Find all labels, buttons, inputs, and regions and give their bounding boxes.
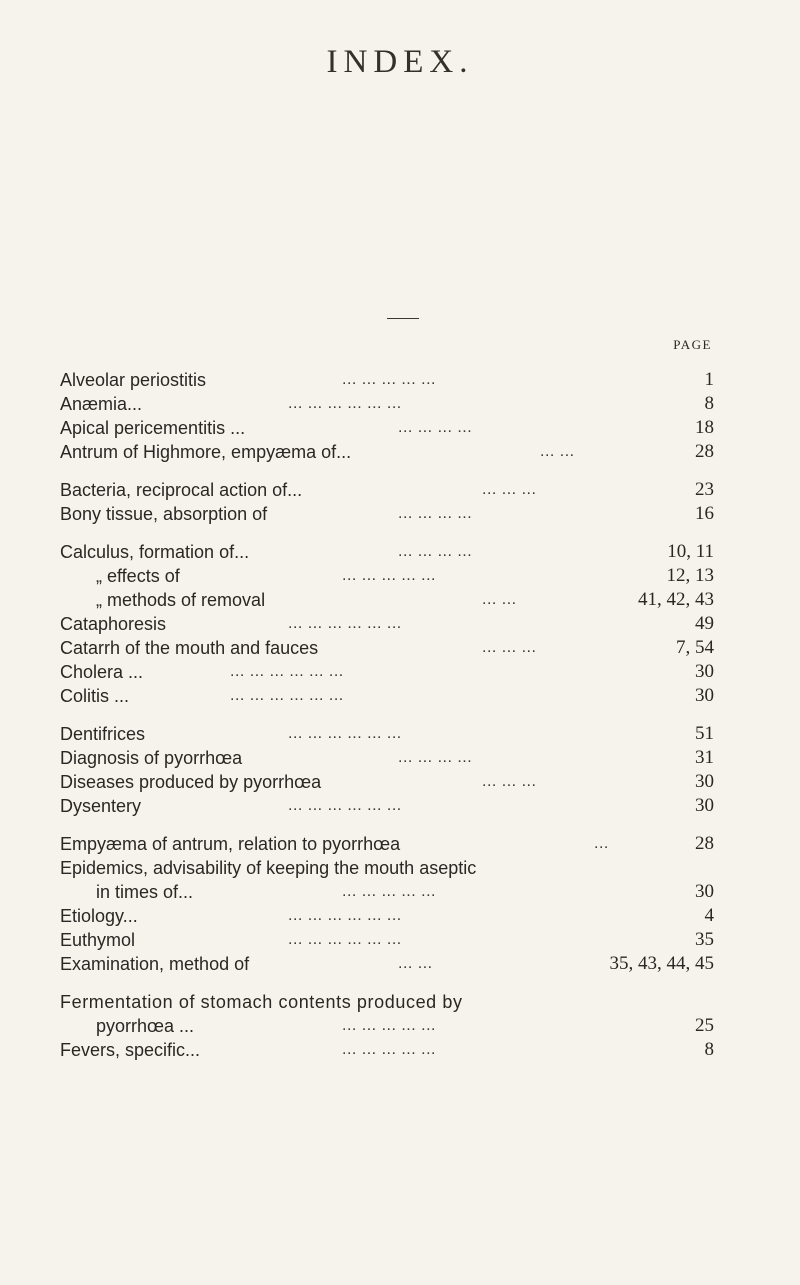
index-entry [0, 770, 800, 794]
entry-label: Dentifrices [60, 724, 146, 744]
index-entry [0, 660, 800, 684]
entry-pages: 30 [695, 771, 714, 792]
index-entry [0, 1014, 800, 1038]
entry-pages: 8 [704, 1039, 714, 1060]
entry-label: „ effects of [96, 566, 180, 586]
entry-pages: 8 [704, 393, 714, 414]
leader-dots: ... ... ... ... ... [342, 1017, 436, 1034]
leader-dots: ... ... ... ... ... ... [288, 797, 402, 814]
entry-label: Diseases produced by pyorrhœa [60, 772, 322, 792]
leader-dots: ... ... ... [482, 481, 537, 498]
entry-pages: 28 [695, 833, 714, 854]
entry-label: Catarrh of the mouth and fauces [60, 638, 319, 658]
entry-pages: 35, 43, 44, 45 [609, 953, 714, 974]
index-entry [0, 880, 800, 904]
index-entry [0, 392, 800, 416]
entry-pages: 28 [695, 441, 714, 462]
title-rule [387, 318, 419, 319]
leader-dots: ... ... ... ... [398, 543, 473, 560]
leader-dots: ... ... ... ... ... [342, 1041, 436, 1058]
index-entry [0, 636, 800, 660]
leader-dots: ... ... ... ... [398, 419, 473, 436]
entry-pages: 16 [695, 503, 714, 524]
page-column-header: PAGE [673, 337, 712, 352]
leader-dots: ... ... ... ... ... [342, 371, 436, 388]
leader-dots: ... ... ... [482, 773, 537, 790]
index-entry [0, 502, 800, 526]
index-entry [0, 1038, 800, 1062]
entry-label: Apical pericementitis ... [60, 418, 246, 438]
leader-dots: ... ... [398, 955, 433, 972]
entry-pages: 30 [695, 661, 714, 682]
entry-label: Diagnosis of pyorrhœa [60, 748, 243, 768]
entry-label: Calculus, formation of... [60, 542, 250, 562]
leader-dots: ... ... ... [482, 639, 537, 656]
entry-pages: 1 [704, 369, 714, 390]
entry-label: Etiology... [60, 906, 138, 926]
entry-label: Fevers, specific... [60, 1040, 201, 1060]
index-entry [0, 540, 800, 564]
entry-label: Empyæma of antrum, relation to pyorrhœa [60, 834, 401, 854]
entry-label: Euthymol [60, 930, 136, 950]
entry-label: Dysentery [60, 796, 142, 816]
index-entry [0, 588, 800, 612]
leader-dots: ... [594, 835, 609, 852]
leader-dots: ... ... ... ... ... ... [288, 725, 402, 742]
entry-label: „ methods of removal [96, 590, 266, 610]
index-entry [0, 856, 800, 880]
entry-label: Cholera ... [60, 662, 144, 682]
entry-label: Fermentation of stomach contents produced by [60, 992, 463, 1012]
leader-dots: ... ... [482, 591, 517, 608]
entry-pages: 12, 13 [666, 565, 714, 586]
index-entry [0, 368, 800, 392]
leader-dots: ... ... ... ... ... [342, 883, 436, 900]
leader-dots: ... ... ... ... ... [342, 567, 436, 584]
entry-pages: 41, 42, 43 [638, 589, 714, 610]
entry-label: Colitis ... [60, 686, 130, 706]
leader-dots: ... ... ... ... [398, 749, 473, 766]
leader-dots: ... ... ... ... [398, 505, 473, 522]
leader-dots: ... ... ... ... ... ... [288, 615, 402, 632]
entry-label: Cataphoresis [60, 614, 167, 634]
index-entry [0, 832, 800, 856]
entry-label: Bony tissue, absorption of [60, 504, 268, 524]
index-entry [0, 794, 800, 818]
entry-pages: 10, 11 [667, 541, 714, 562]
entry-pages: 30 [695, 685, 714, 706]
leader-dots: ... ... ... ... ... ... [288, 931, 402, 948]
index-entry [0, 612, 800, 636]
page-title: INDEX. [326, 44, 474, 80]
entry-pages: 23 [695, 479, 714, 500]
index-entry [0, 684, 800, 708]
entry-pages: 25 [695, 1015, 714, 1036]
entry-pages: 51 [695, 723, 714, 744]
index-entry [0, 904, 800, 928]
entry-pages: 31 [695, 747, 714, 768]
entry-pages: 35 [695, 929, 714, 950]
index-entry [0, 564, 800, 588]
entry-label: Anæmia... [60, 394, 143, 414]
index-entry [0, 478, 800, 502]
index-entry [0, 990, 800, 1014]
entry-label: pyorrhœa ... [96, 1016, 195, 1036]
entry-pages: 30 [695, 881, 714, 902]
leader-dots: ... ... ... ... ... ... [288, 395, 402, 412]
index-entry [0, 440, 800, 464]
entry-pages: 30 [695, 795, 714, 816]
leader-dots: ... ... [540, 443, 575, 460]
entry-label: Bacteria, reciprocal action of... [60, 480, 303, 500]
entry-label: in times of... [96, 882, 194, 902]
leader-dots: ... ... ... ... ... ... [230, 687, 344, 704]
entry-pages: 7, 54 [676, 637, 714, 658]
index-entry [0, 952, 800, 976]
entry-label: Examination, method of [60, 954, 250, 974]
index-entry [0, 928, 800, 952]
entry-pages: 49 [695, 613, 714, 634]
leader-dots: ... ... ... ... ... ... [288, 907, 402, 924]
index-entry [0, 746, 800, 770]
entry-label: Epidemics, advisability of keeping the mouth aseptic [60, 858, 477, 878]
index-entry [0, 416, 800, 440]
entry-label: Antrum of Highmore, empyæma of... [60, 442, 352, 462]
entry-pages: 18 [695, 417, 714, 438]
entry-label: Alveolar periostitis [60, 370, 207, 390]
leader-dots: ... ... ... ... ... ... [230, 663, 344, 680]
index-entry [0, 722, 800, 746]
entry-pages: 4 [704, 905, 714, 926]
